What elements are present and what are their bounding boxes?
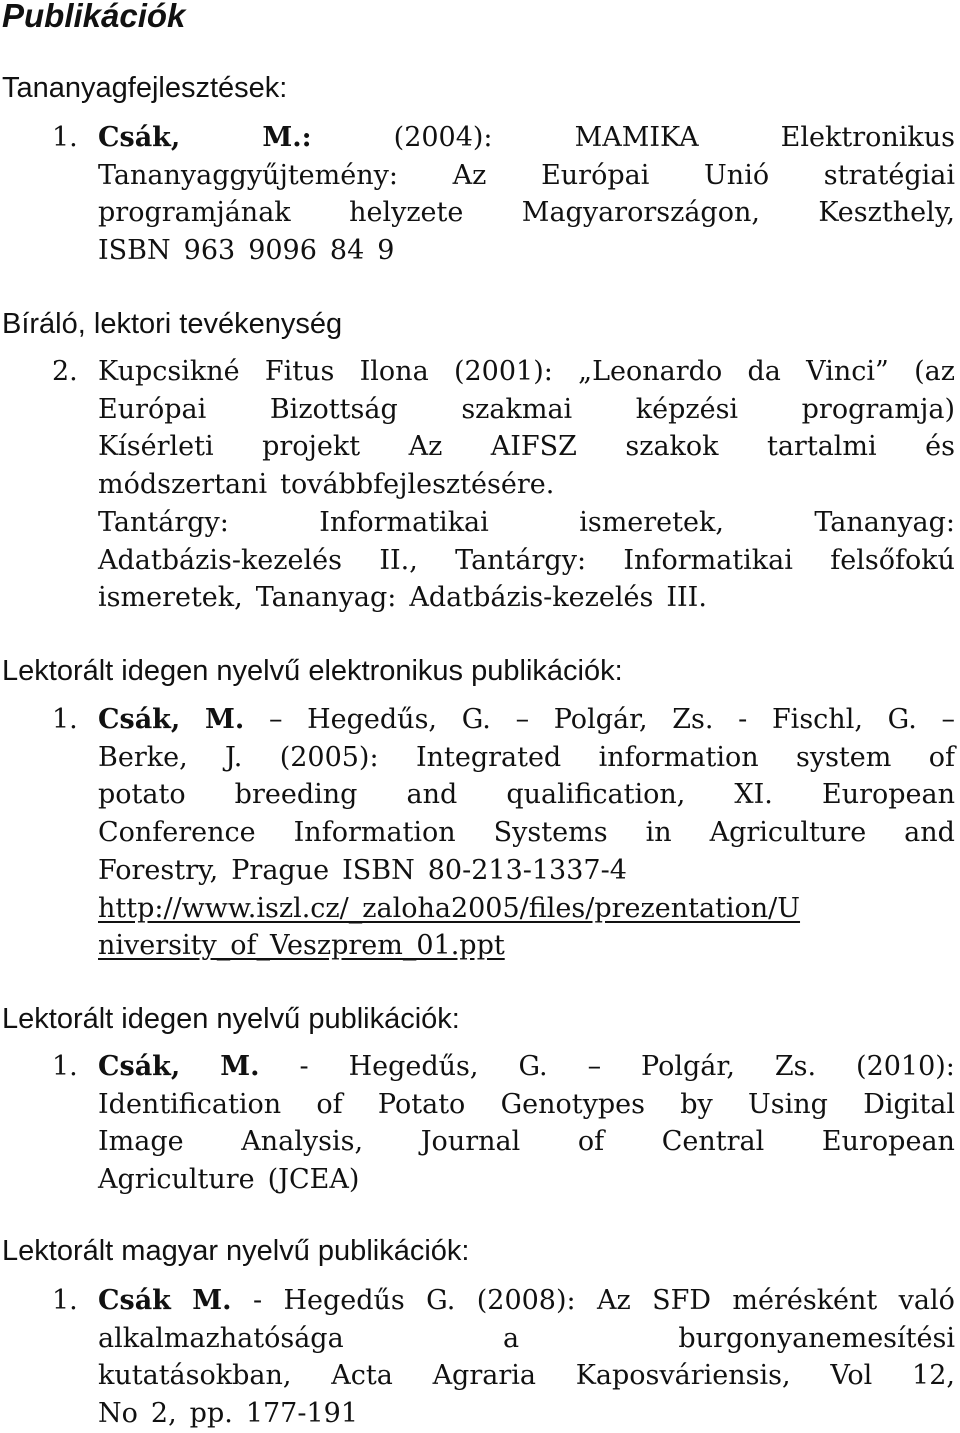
text-word: -: [252, 1285, 263, 1316]
text-word: Európai: [541, 159, 650, 191]
text-word: Hegedűs,: [348, 1051, 479, 1082]
text-word: kutatásokban,: [98, 1360, 292, 1392]
entry-text-line: [98, 1161, 955, 1199]
text-word: szakok: [625, 431, 719, 463]
text-word: Vinci”: [806, 356, 889, 387]
entry-text-line: [98, 119, 955, 157]
entry-number: 1.: [52, 704, 78, 735]
text-word: information: [598, 741, 759, 773]
text-word: Keszthely,: [818, 197, 955, 229]
text-word: and: [904, 817, 955, 849]
entry-text-line: [98, 157, 955, 195]
text-word: Using: [748, 1088, 828, 1120]
text-word: a: [502, 1322, 520, 1354]
text-word: 84: [329, 235, 365, 267]
text-word: –: [515, 704, 530, 735]
text-word: burgonyanemesítési: [678, 1322, 955, 1354]
section-heading-tananyag: Tananyagfejlesztések:: [2, 72, 288, 104]
text-word: Tananyag:: [814, 506, 955, 538]
text-word: képzési: [635, 393, 739, 425]
text-word: J.: [225, 741, 243, 773]
entry-number: 1.: [52, 122, 78, 153]
section-heading-idegen: Lektorált idegen nyelvű publikációk:: [2, 1003, 460, 1035]
text-word: (2001):: [453, 356, 553, 387]
text-word: 12,: [912, 1360, 955, 1392]
text-word: Bizottság: [269, 393, 398, 425]
text-word: Analysis,: [241, 1126, 364, 1158]
text-word: Elektronikus: [780, 122, 955, 153]
text-word: G.: [887, 704, 917, 735]
entry-text-line: [98, 391, 955, 429]
text-word: Agriculture: [709, 817, 867, 849]
section-heading-biralo: Bíráló, lektori tevékenység: [2, 308, 343, 340]
text-word: Kísérleti: [98, 431, 214, 463]
text-word: SFD: [652, 1285, 711, 1316]
text-word: programjának: [98, 197, 291, 229]
text-word: Tantárgy:: [98, 506, 229, 538]
text-word: 963: [183, 235, 236, 267]
text-word: 9096: [248, 235, 317, 267]
text-word: –: [268, 704, 283, 735]
text-word: Adatbázis-kezelés: [409, 582, 654, 614]
entry-text-line: [98, 1086, 955, 1124]
text-word: Information: [293, 817, 456, 849]
entry-text-line: [98, 814, 955, 852]
text-word: (az: [914, 356, 955, 387]
text-word: felsőfokú: [830, 544, 955, 576]
text-word: Adatbázis-kezelés: [98, 544, 342, 576]
text-word: Conference: [98, 817, 256, 849]
author-name: M.: [220, 1051, 260, 1082]
text-word: Az: [452, 159, 487, 191]
text-word: ismeretek,: [98, 582, 243, 614]
text-word: No: [98, 1398, 138, 1430]
text-word: system: [795, 741, 892, 773]
text-word: potato: [98, 779, 186, 811]
text-word: Tantárgy:: [455, 544, 587, 576]
text-word: Integrated: [415, 741, 562, 773]
text-word: and: [406, 779, 458, 811]
text-word: qualification,: [506, 779, 686, 811]
entry-text-line: [98, 1282, 955, 1320]
text-word: Systems: [493, 817, 608, 849]
text-word: Forestry,: [98, 854, 219, 886]
entry-text-line: [98, 890, 955, 928]
entry-number: 2.: [52, 356, 78, 387]
text-word: XI.: [734, 779, 773, 811]
entry-text-line: [98, 1357, 955, 1395]
text-word: Prague: [231, 854, 330, 886]
text-word: stratégiai: [823, 159, 955, 191]
entry-text-line: [98, 1123, 955, 1161]
author-name: Csák,: [98, 1051, 181, 1082]
entry-text-line: [98, 232, 955, 270]
text-word: -: [738, 704, 748, 735]
text-word: -: [299, 1051, 309, 1082]
text-word: Az: [408, 431, 443, 463]
text-word: Az: [597, 1285, 631, 1316]
author-name: M.: [204, 704, 245, 735]
entry-number: 1.: [52, 1285, 78, 1316]
text-word: Image: [98, 1126, 184, 1158]
text-word: módszertani: [98, 469, 268, 501]
publication-link[interactable]: niversity_of_Veszprem_01.ppt: [98, 930, 505, 962]
entry-text-line: [98, 701, 955, 739]
entry-text-line: [98, 504, 955, 542]
text-word: Vol: [830, 1360, 873, 1392]
entry-text-line: [98, 1048, 955, 1086]
text-word: III.: [666, 582, 707, 614]
page-title: Publikációk: [2, 0, 186, 34]
text-word: da: [747, 356, 781, 387]
entry-text-line: [98, 353, 955, 391]
author-name: Csák,: [98, 704, 181, 735]
text-word: programja): [801, 393, 955, 425]
text-word: Hegedűs: [283, 1285, 405, 1316]
text-word: pp.: [189, 1398, 233, 1430]
entry-text-line: [98, 1320, 955, 1358]
text-word: Journal: [420, 1126, 521, 1158]
text-word: breeding: [234, 779, 358, 811]
text-word: ismeretek,: [579, 506, 724, 538]
entry-text-line: [98, 428, 955, 466]
text-word: mérésként: [732, 1285, 878, 1316]
entry-text-line: [98, 466, 955, 504]
entry-number: 1.: [52, 1051, 78, 1082]
text-word: Agraria: [432, 1360, 536, 1392]
text-word: (2008):: [476, 1285, 576, 1316]
text-word: Kupcsikné: [98, 356, 240, 387]
text-word: (2005):: [279, 741, 379, 773]
text-word: (2010):: [856, 1051, 955, 1082]
text-word: továbbfejlesztésére.: [280, 469, 555, 501]
text-word: Zs.: [672, 704, 714, 735]
text-word: Európai: [98, 393, 207, 425]
entry-text-line: [98, 776, 955, 814]
text-word: Tananyaggyűjtemény:: [98, 159, 398, 191]
text-word: II.,: [379, 544, 418, 576]
text-word: való: [898, 1285, 955, 1316]
text-word: ISBN: [342, 854, 415, 886]
text-word: 2,: [150, 1398, 177, 1430]
entry-text-line: [98, 579, 955, 617]
text-word: Genotypes: [500, 1088, 645, 1120]
text-word: 80-213-1337-4: [427, 854, 627, 886]
text-word: G.: [426, 1285, 456, 1316]
entry-text-line: [98, 194, 955, 232]
entry-text-line: [98, 852, 955, 890]
text-word: G.: [518, 1051, 548, 1082]
text-word: Informatikai: [623, 544, 793, 576]
author-name: Csák: [98, 1285, 171, 1316]
text-word: Berke,: [98, 741, 188, 773]
section-heading-elektronikus: Lektorált idegen nyelvű elektronikus publikációk:: [2, 655, 623, 687]
entry-text-line: [98, 739, 955, 777]
text-word: Fitus: [264, 356, 335, 387]
text-word: in: [645, 817, 672, 849]
entry-text-line: [98, 927, 955, 965]
text-word: Tananyag:: [255, 582, 397, 614]
text-word: Fischl,: [771, 704, 863, 735]
text-word: ISBN: [98, 235, 171, 267]
text-word: Central: [661, 1126, 765, 1158]
text-word: tartalmi: [766, 431, 877, 463]
text-word: –: [587, 1051, 602, 1082]
text-word: Hegedűs,: [307, 704, 438, 735]
text-word: Kaposváriensis,: [575, 1360, 791, 1392]
text-word: Acta: [331, 1360, 393, 1392]
entry-text-line: [98, 542, 955, 580]
text-word: of: [316, 1088, 343, 1120]
text-word: 177-191: [245, 1398, 359, 1430]
text-word: European: [821, 779, 955, 811]
text-word: (2004):: [393, 122, 493, 153]
text-word: of: [928, 741, 955, 773]
text-word: of: [577, 1126, 605, 1158]
text-word: Ilona: [359, 356, 429, 387]
text-word: „Leonardo: [578, 356, 723, 387]
text-word: by: [680, 1088, 713, 1120]
text-word: Magyarországon,: [521, 197, 760, 229]
text-word: alkalmazhatósága: [98, 1322, 344, 1354]
text-word: European: [821, 1126, 955, 1158]
author-name: M.: [192, 1285, 232, 1316]
text-word: Polgár,: [641, 1051, 735, 1082]
section-heading-magyar: Lektorált magyar nyelvű publikációk:: [2, 1235, 470, 1267]
text-word: G.: [461, 704, 491, 735]
text-word: és: [925, 431, 955, 463]
text-word: Informatikai: [319, 506, 489, 538]
text-word: Zs.: [774, 1051, 817, 1082]
author-name: Csák,: [98, 122, 181, 153]
text-word: AIFSZ: [490, 431, 577, 463]
text-word: Potato: [377, 1088, 466, 1120]
text-word: helyzete: [349, 197, 464, 229]
text-word: szakmai: [461, 393, 573, 425]
text-word: (JCEA): [267, 1164, 360, 1196]
text-word: Agriculture: [98, 1164, 255, 1196]
publication-link[interactable]: http://www.iszl.cz/_zaloha2005/files/prezentation/U: [98, 892, 801, 924]
text-word: Digital: [863, 1088, 955, 1120]
author-name: M.:: [262, 122, 312, 153]
text-word: Polgár,: [553, 704, 648, 735]
text-word: Identification: [98, 1088, 282, 1120]
text-word: MAMIKA: [574, 122, 699, 153]
text-word: 9: [377, 235, 395, 267]
entry-text-line: [98, 1395, 955, 1433]
text-word: projekt: [262, 431, 361, 463]
text-word: Unió: [704, 159, 770, 191]
text-word: –: [941, 704, 955, 735]
